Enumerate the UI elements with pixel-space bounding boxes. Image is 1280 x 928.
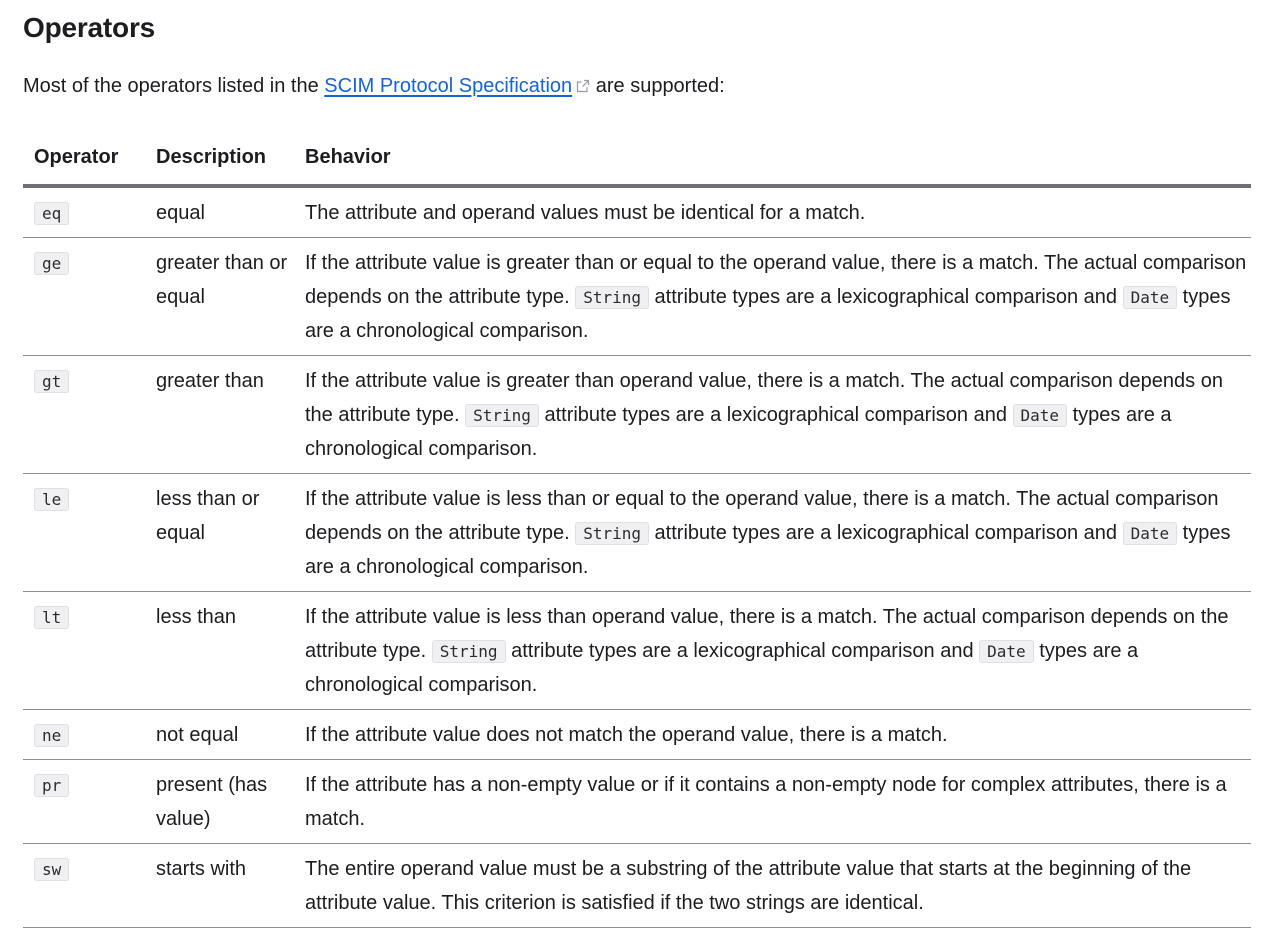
behavior-cell bbox=[294, 186, 1251, 238]
behavior-text: types are a chronological comparison. bbox=[305, 522, 1231, 578]
behavior-text: types are a chronological comparison. bbox=[305, 640, 1139, 696]
behavior-text: attribute types are a lexicographical comparison and bbox=[505, 640, 980, 662]
type-code: Date bbox=[1123, 522, 1178, 545]
operator-code: gt bbox=[34, 370, 69, 393]
table-row-eq bbox=[23, 186, 1251, 238]
table-row-sw bbox=[23, 844, 1251, 928]
description-cell: less than or equal bbox=[145, 474, 294, 592]
behavior-text: If the attribute value does not match the operand value, there is a match. bbox=[305, 724, 948, 746]
operator-code: pr bbox=[34, 774, 69, 797]
type-code: Date bbox=[1123, 286, 1178, 309]
table-row-le bbox=[23, 474, 1251, 592]
behavior-text: The entire operand value must be a substring of the attribute value that starts at the beginning of the attribute value. This criterion is satisfied if the two strings are identical. bbox=[305, 858, 1192, 914]
description-cell: less than bbox=[145, 592, 294, 710]
operator-cell bbox=[23, 844, 145, 928]
external-link-icon[interactable] bbox=[576, 79, 590, 93]
description-cell: equal bbox=[145, 186, 294, 238]
operator-code: sw bbox=[34, 858, 69, 881]
behavior-text: attribute types are a lexicographical comparison and bbox=[538, 404, 1013, 426]
table-row-ne bbox=[23, 710, 1251, 760]
scim-spec-link[interactable] bbox=[324, 75, 590, 97]
behavior-cell bbox=[294, 710, 1251, 760]
behavior-text: If the attribute has a non-empty value or if it contains a non-empty node for complex attributes, there is a match. bbox=[305, 774, 1227, 830]
type-code: String bbox=[432, 640, 506, 663]
behavior-cell bbox=[294, 760, 1251, 844]
operator-cell bbox=[23, 710, 145, 760]
type-code: Date bbox=[979, 640, 1034, 663]
intro-text-after: are supported: bbox=[590, 75, 725, 97]
behavior-cell bbox=[294, 844, 1251, 928]
operator-cell bbox=[23, 356, 145, 474]
behavior-text: If the attribute value is less than operand value, there is a match. The actual comparison depends on the attribute type. bbox=[305, 606, 1229, 662]
behavior-text: attribute types are a lexicographical comparison and bbox=[649, 522, 1123, 544]
operator-code: eq bbox=[34, 202, 69, 225]
behavior-cell bbox=[294, 238, 1251, 356]
operator-cell bbox=[23, 474, 145, 592]
table-row-lt bbox=[23, 592, 1251, 710]
operators-table-body bbox=[23, 186, 1251, 928]
column-header-behavior: Behavior bbox=[294, 134, 1251, 186]
type-code: Date bbox=[1013, 404, 1068, 427]
behavior-cell bbox=[294, 474, 1251, 592]
behavior-text: If the attribute value is greater than or equal to the operand value, there is a match. The actual comparison depends on the attribute type. bbox=[305, 252, 1247, 308]
type-code: String bbox=[575, 286, 649, 309]
operator-cell bbox=[23, 760, 145, 844]
operator-cell bbox=[23, 186, 145, 238]
operator-cell bbox=[23, 592, 145, 710]
description-cell: greater than bbox=[145, 356, 294, 474]
behavior-text: types are a chronological comparison. bbox=[305, 404, 1172, 460]
table-row-pr bbox=[23, 760, 1251, 844]
description-cell: greater than or equal bbox=[145, 238, 294, 356]
operator-code: lt bbox=[34, 606, 69, 629]
behavior-text: types are a chronological comparison. bbox=[305, 286, 1231, 342]
type-code: String bbox=[575, 522, 649, 545]
column-header-description: Description bbox=[145, 134, 294, 186]
behavior-text: If the attribute value is greater than operand value, there is a match. The actual comparison depends on the attribute type. bbox=[305, 370, 1223, 426]
behavior-text: attribute types are a lexicographical comparison and bbox=[649, 286, 1123, 308]
operators-table bbox=[23, 134, 1251, 928]
behavior-text: If the attribute value is less than or equal to the operand value, there is a match. The actual comparison depends on the attribute type. bbox=[305, 488, 1219, 544]
operator-code: ne bbox=[34, 724, 69, 747]
intro-paragraph bbox=[23, 71, 725, 101]
table-row-ge bbox=[23, 238, 1251, 356]
operator-cell bbox=[23, 238, 145, 356]
behavior-cell bbox=[294, 592, 1251, 710]
description-cell: not equal bbox=[145, 710, 294, 760]
description-cell: present (has value) bbox=[145, 760, 294, 844]
table-row-gt bbox=[23, 356, 1251, 474]
scim-spec-link-label[interactable]: SCIM Protocol Specification bbox=[324, 75, 573, 97]
type-code: String bbox=[465, 404, 539, 427]
description-cell: starts with bbox=[145, 844, 294, 928]
intro-text-before: Most of the operators listed in the bbox=[23, 75, 325, 97]
table-header-row bbox=[23, 134, 1251, 186]
operator-code: le bbox=[34, 488, 69, 511]
behavior-text: The attribute and operand values must be identical for a match. bbox=[305, 202, 866, 224]
behavior-cell bbox=[294, 356, 1251, 474]
page-title: Operators bbox=[23, 12, 156, 43]
column-header-operator: Operator bbox=[23, 134, 145, 186]
operator-code: ge bbox=[34, 252, 69, 275]
